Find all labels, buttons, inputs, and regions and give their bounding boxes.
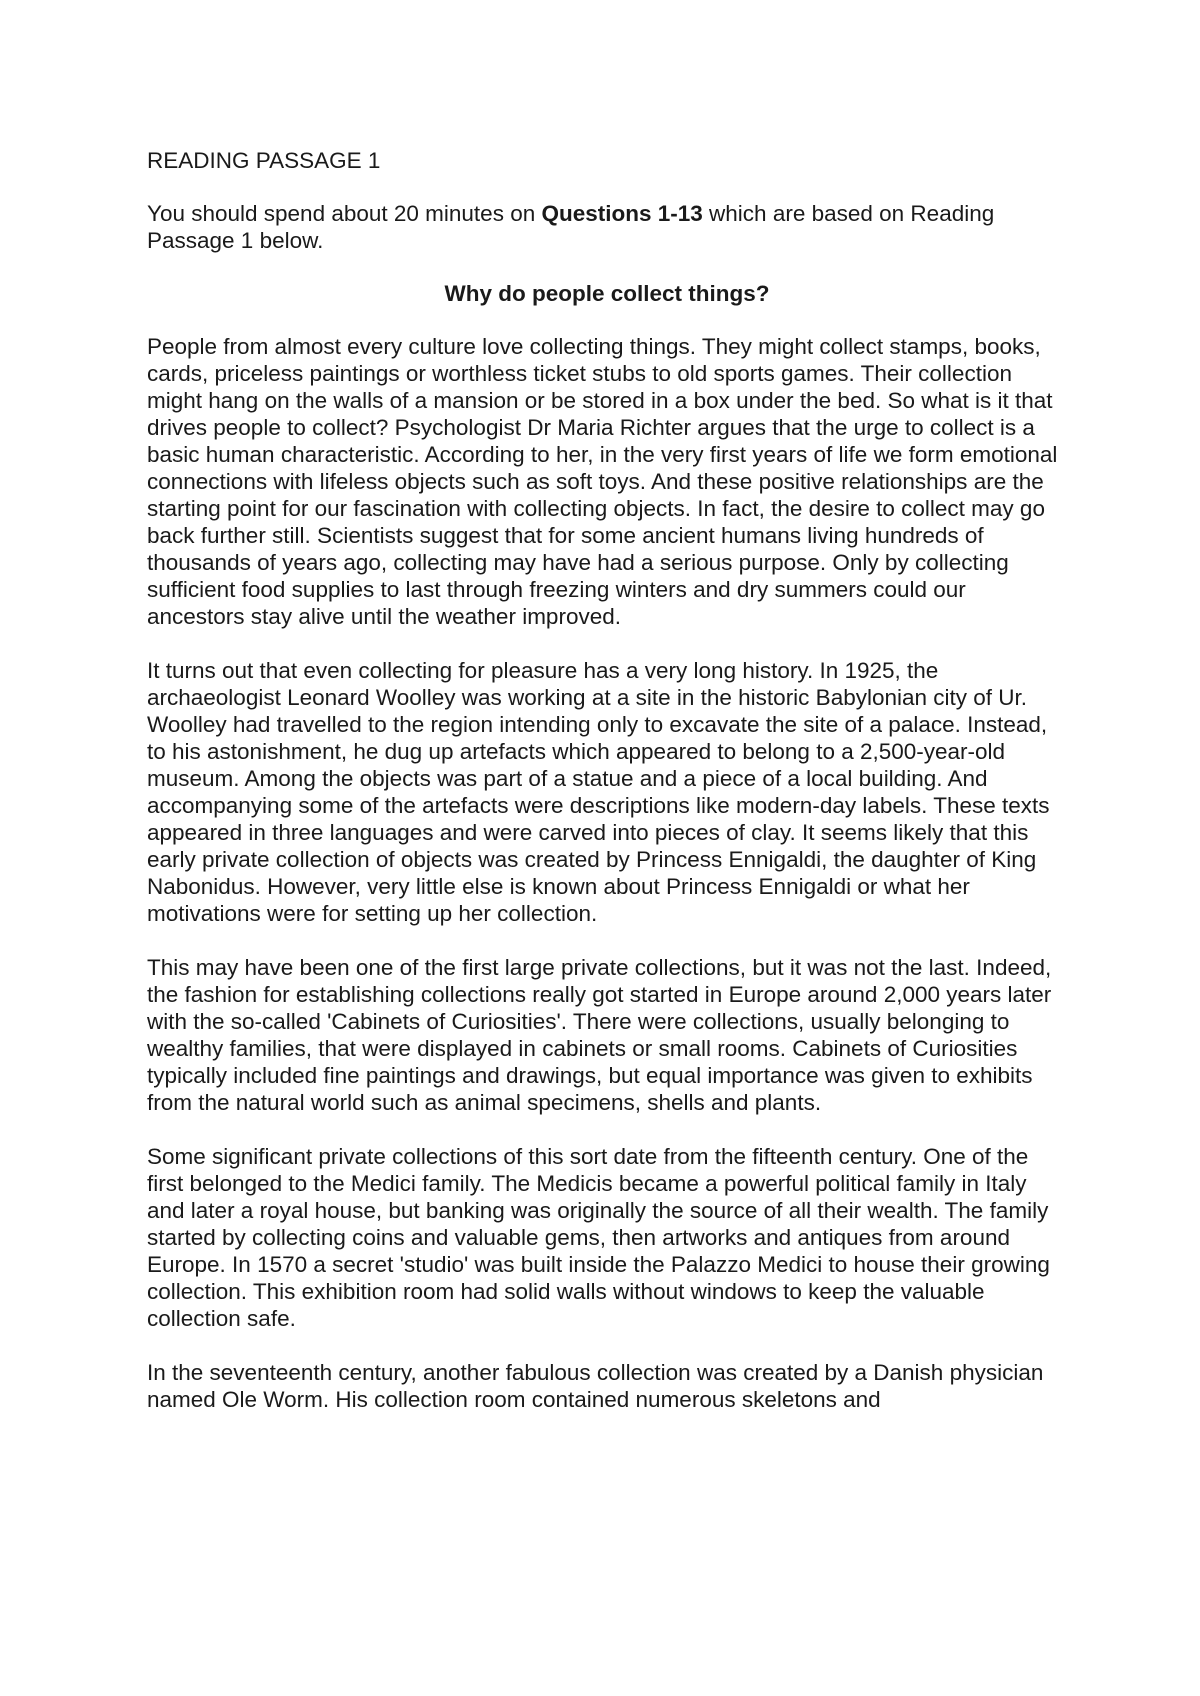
instructions [147,200,1067,254]
paragraph-2: It turns out that even collecting for pleasure has a very long history. In 1925, the archaeologist Leonard Woolley was working at a site in the historic Babylonian city of Ur. Woolley had travelled to the region intending only to excavate the site of a palace. Instead, to his astonishment, he dug up artefacts which appeared to belong to a 2,500-year-old museum. Among the objects was part of a statue and a piece of a local building. And accompanying some of the artefacts were descriptions like modern-day labels. These texts appeared in three languages and were carved into pieces of clay. It seems likely that this early private collection of objects was created by Princess Ennigaldi, the daughter of King Nabonidus. However, very little else is known about Princess Ennigaldi or what her motivations were for setting up her collection. [147,658,1050,926]
passage-title: Why do people collect things? [444,281,770,306]
paragraph-5: In the seventeenth century, another fabulous collection was created by a Danish physician named Ole Worm. His collection room contained numerous skeletons and [147,1360,1044,1412]
section-heading: READING PASSAGE 1 [147,148,381,173]
questions-range: Questions 1-13 [541,201,703,226]
instructions-text-before: You should spend about 20 minutes on [147,201,542,226]
paragraph-3: This may have been one of the first large private collections, but it was not the last. Indeed, the fashion for establishing collections really got started in Europe around 2,000 years later with the so-called 'Cabinets of Curiosities'. There were collections, usually belonging to wealthy families, that were displayed in cabinets or small rooms. Cabinets of Curiosities typically included fine paintings and drawings, but equal importance was given to exhibits from the natural world such as animal specimens, shells and plants. [147,955,1052,1115]
paragraph-4: Some significant private collections of this sort date from the fifteenth century. One of the first belonged to the Medici family. The Medicis became a powerful political family in Italy and later a royal house, but banking was originally the source of all their wealth. The family started by collecting coins and valuable gems, then artworks and antiques from around Europe. In 1570 a secret 'studio' was built inside the Palazzo Medici to house their growing collection. This exhibition room had solid walls without windows to keep the valuable collection safe. [147,1144,1050,1331]
document-page [147,147,1067,1440]
paragraph-1: People from almost every culture love collecting things. They might collect stamps, books, cards, priceless paintings or worthless ticket stubs to old sports games. Their collection might hang on the walls of a mansion or be stored in a box under the bed. So what is it that drives people to collect? Psychologist Dr Maria Richter argues that the urge to collect is a basic human characteristic. According to her, in the very first years of life we form emotional connections with lifeless objects such as soft toys. And these positive relationships are the starting point for our fascination with collecting objects. In fact, the desire to collect may go back further still. Scientists suggest that for some ancient humans living hundreds of thousands of years ago, collecting may have had a serious purpose. Only by collecting sufficient food supplies to last through freezing winters and dry summers could our ancestors stay alive until the weather improved. [147,334,1058,629]
instructions-text-after: which are based on Reading Passage 1 below. [147,201,995,253]
